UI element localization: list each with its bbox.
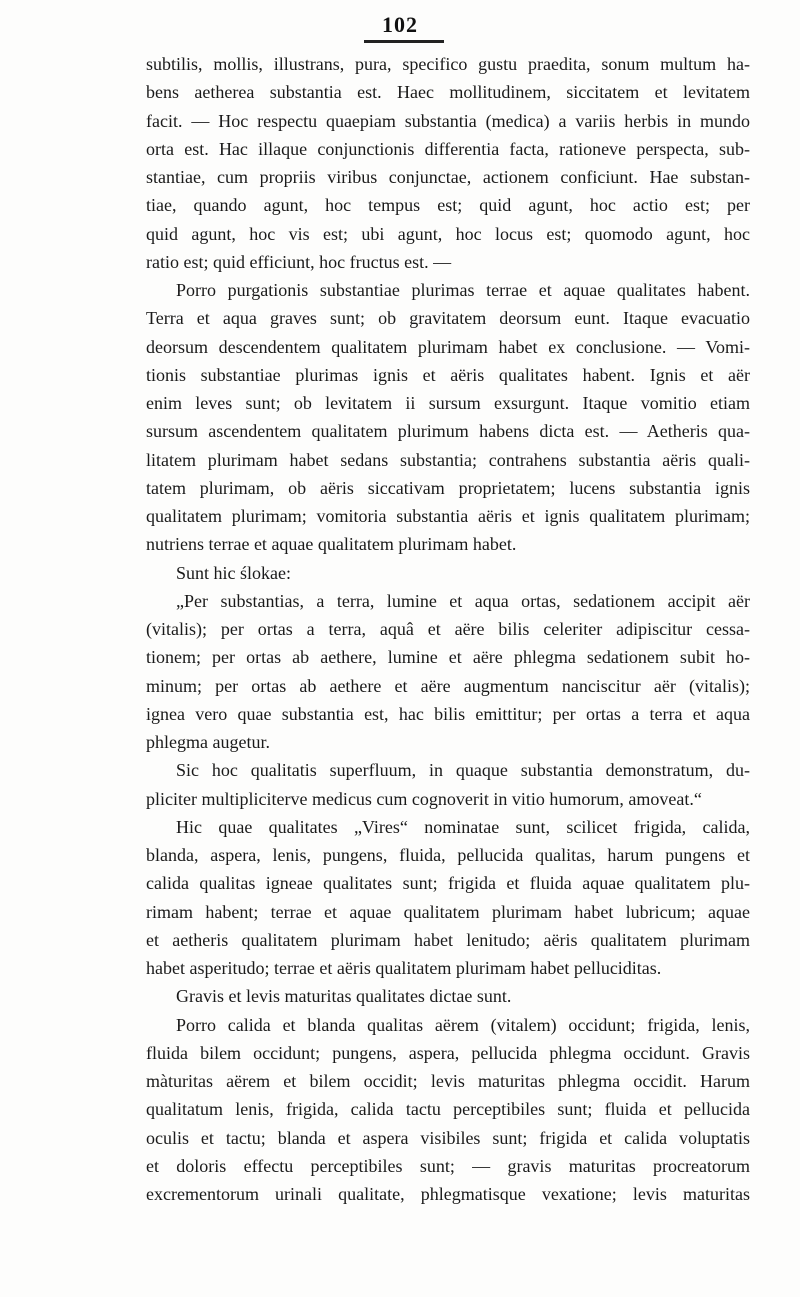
- text-line: subtilis, mollis, illustrans, pura, specifico gustu praedita, sonum multum ha-: [146, 54, 750, 74]
- text-line: oculis et tactu; blanda et aspera visibiles sunt; frigida et calida voluptatis: [146, 1127, 750, 1148]
- text-line: ignea vero quae substantia est, hac bilis emittitur; per ortas a terra et aqua: [146, 703, 750, 724]
- text-line: tionem; per ortas ab aethere, lumine et aëre phlegma sedationem subit ho-: [146, 647, 750, 668]
- text-line: Gravis et levis maturitas qualitates dictae sunt.: [176, 986, 512, 1007]
- body-text: [146, 50, 750, 1208]
- text-line: orta est. Hac illaque conjunctionis differentia facta, rationeve perspecta, sub-: [146, 138, 750, 159]
- text-line: „Per substantias, a terra, lumine et aqua ortas, sedationem accipit aër: [176, 590, 750, 611]
- text-line: Sic hoc qualitatis superfluum, in quaque substantia demonstratum, du-: [176, 760, 750, 781]
- text-line: excrementorum urinali qualitate, phlegmatisque vexatione; levis maturitas: [146, 1184, 750, 1204]
- text-line: tatem plurimam, ob aëris siccativam proprietatem; lucens substantia ignis: [146, 477, 750, 498]
- text-line: tionis substantiae plurimas ignis et aëris qualitates habent. Ignis et aër: [146, 364, 750, 385]
- text-line: phlegma augetur.: [146, 732, 270, 752]
- text-line: et aetheris qualitatem plurimam habet lenitudo; aëris qualitatem plurimam: [146, 929, 750, 950]
- text-line: Hic quae qualitates „Vires“ nominatae sunt, scilicet frigida, calida,: [176, 816, 750, 837]
- text-line: nutriens terrae et aquae qualitatem plurimam habet.: [146, 534, 517, 555]
- text-line: deorsum descendentem qualitatem plurimam habet ex conclusione. — Vomi-: [146, 336, 750, 357]
- text-line: fluida bilem occidunt; pungens, aspera, pellucida phlegma occidunt. Gravis: [146, 1042, 750, 1063]
- text-line: Sunt hic ślokae:: [176, 562, 291, 583]
- text-line: tiae, quando agunt, hoc tempus est; quid agunt, hoc actio est; per: [146, 195, 750, 216]
- text-line: habet asperitudo; terrae et aëris qualitatem plurimam habet pelluciditas.: [146, 958, 662, 978]
- text-line: bens aetherea substantia est. Haec mollitudinem, siccitatem et levitatem: [146, 82, 750, 103]
- header-rule: [364, 40, 444, 43]
- text-line: qualitatum lenis, frigida, calida tactu perceptibiles sunt; fluida et pellucida: [146, 1099, 750, 1120]
- text-line: màturitas aërem et bilem occidit; levis maturitas phlegma occidit. Harum: [146, 1071, 750, 1091]
- text-line: Terra et aqua graves sunt; ob gravitatem deorsum eunt. Itaque evacuatio: [146, 308, 750, 329]
- text-line: (vitalis); per ortas a terra, aquâ et aëre bilis celeriter adipiscitur cessa-: [146, 619, 750, 639]
- text-line: sursum ascendentem qualitatem plurimum habens dicta est. — Aetheris qua-: [146, 421, 750, 442]
- text-line: Porro calida et blanda qualitas aërem (vitalem) occidunt; frigida, lenis,: [176, 1014, 750, 1035]
- text-line: rimam habent; terrae et aquae qualitatem plurimam habet lubricum; aquae: [146, 901, 750, 922]
- page-number: 102: [382, 12, 418, 37]
- text-line: minum; per ortas ab aethere et aëre augmentum nanciscitur aër (vitalis);: [146, 675, 750, 696]
- text-line: Porro purgationis substantiae plurimas terrae et aquae qualitates habent.: [176, 280, 750, 300]
- text-line: facit. — Hoc respectu quaepiam substantia (medica) a variis herbis in mundo: [146, 110, 750, 131]
- text-line: stantiae, cum propriis viribus conjunctae, actionem conficiunt. Hae substan-: [146, 167, 750, 187]
- text-line: pliciter multipliciterve medicus cum cognoverit in vitio humorum, amoveat.“: [146, 788, 702, 809]
- text-line: et doloris effectu perceptibiles sunt; — gravis maturitas procreatorum: [146, 1155, 750, 1176]
- text-line: qualitatem plurimam; vomitoria substantia aëris et ignis qualitatem plurimam;: [146, 506, 750, 526]
- text-line: litatem plurimam habet sedans substantia; contrahens substantia aëris quali-: [146, 449, 750, 470]
- text-line: quid agunt, hoc vis est; ubi agunt, hoc locus est; quomodo agunt, hoc: [146, 223, 750, 244]
- text-line: enim leves sunt; ob levitatem ii sursum exsurgunt. Itaque vomitio etiam: [146, 393, 750, 413]
- text-line: calida qualitas igneae qualitates sunt; frigida et fluida aquae qualitatem plu-: [146, 873, 750, 894]
- text-line: ratio est; quid efficiunt, hoc fructus est. —: [146, 251, 452, 272]
- text-line: blanda, aspera, lenis, pungens, fluida, pellucida qualitas, harum pungens et: [146, 845, 750, 865]
